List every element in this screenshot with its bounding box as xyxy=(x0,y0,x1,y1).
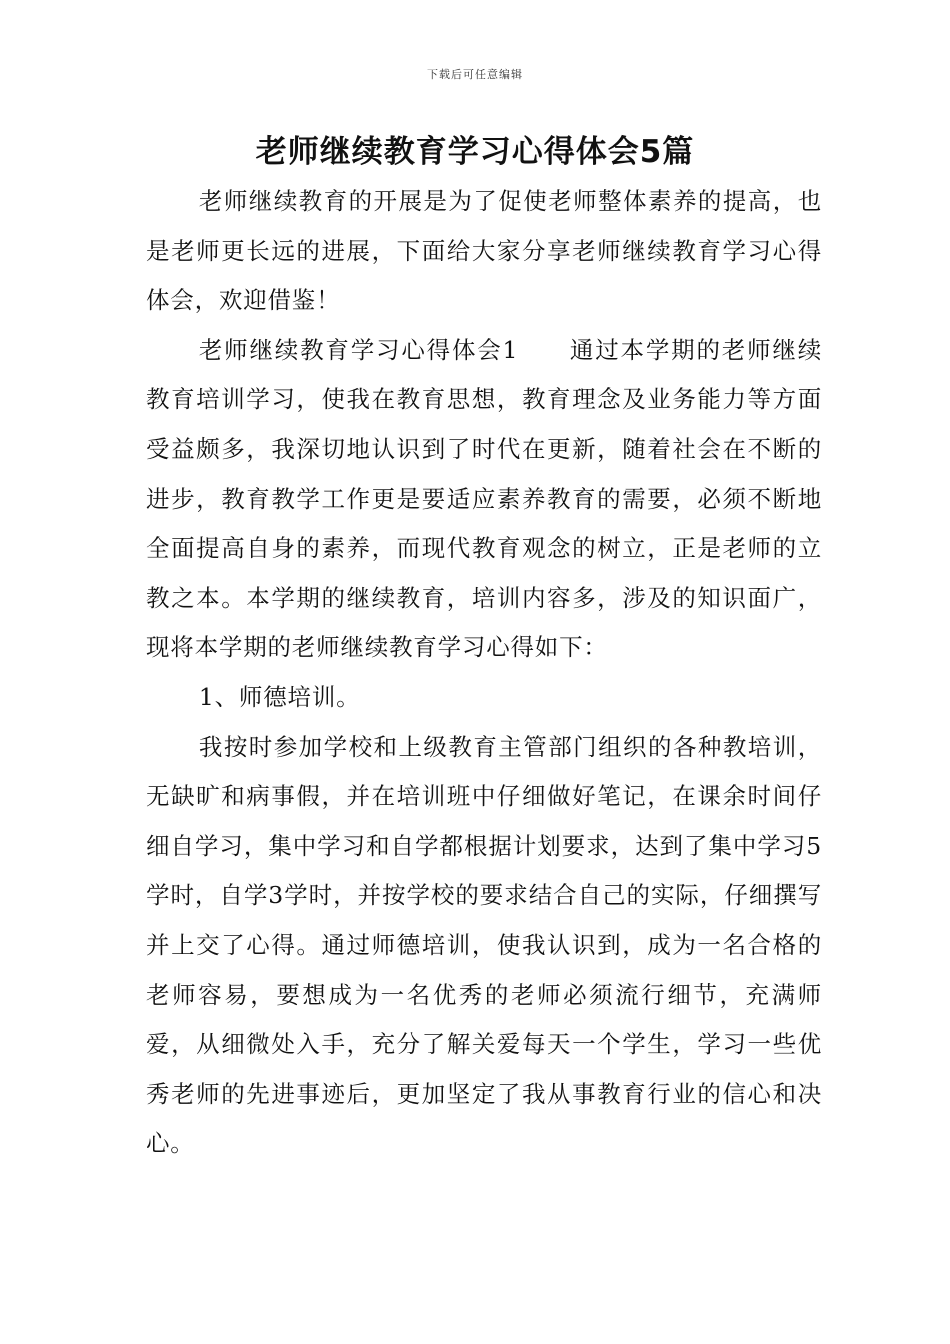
section-1-paragraph: 老师继续教育学习心得体会1 通过本学期的老师继续教育培训学习，使我在教育思想，教育理念及业务能力等方面受益颇多，我深切地认识到了时代在更新，随着社会在不断的进步，教育教学工作更是要适应素养教育的需要，必须不断地全面提高自身的素养，而现代教育观念的树立，正是老师的立教之本。本学期的继续教育，培训内容多，涉及的知识面广，现将本学期的老师继续教育学习心得如下： xyxy=(146,335,822,662)
intro-paragraph: 老师继续教育的开展是为了促使老师整体素养的提高，也是老师更长远的进展，下面给大家分享老师继续教育学习心得体会，欢迎借鉴！ xyxy=(146,187,822,315)
ethics-training-paragraph: 我按时参加学校和上级教育主管部门组织的各种教培训，无缺旷和病事假，并在培训班中仔细做好笔记，在课余时间仔细自学习，集中学习和自学都根据计划要求，达到了集中学习5学时，自学3学时，并按学校的要求结合自己的实际，仔细撰写并上交了心得。通过师德培训，使我认识到，成为一名合格的老师容易，要想成为一名优秀的老师必须流行细节，充满师爱，从细微处入手，充分了解关爱每天一个学生，学习一些优秀老师的先进事迹后，更加坚定了我从事教育行业的信心和决心。 xyxy=(146,732,822,1158)
document-title: 老师继续教育学习心得体会5篇 xyxy=(255,134,695,170)
document-body xyxy=(146,177,822,1169)
subheading-ethics-training: 1、师德培训。 xyxy=(198,682,361,711)
page-header-note: 下载后可任意编辑 xyxy=(427,68,523,81)
